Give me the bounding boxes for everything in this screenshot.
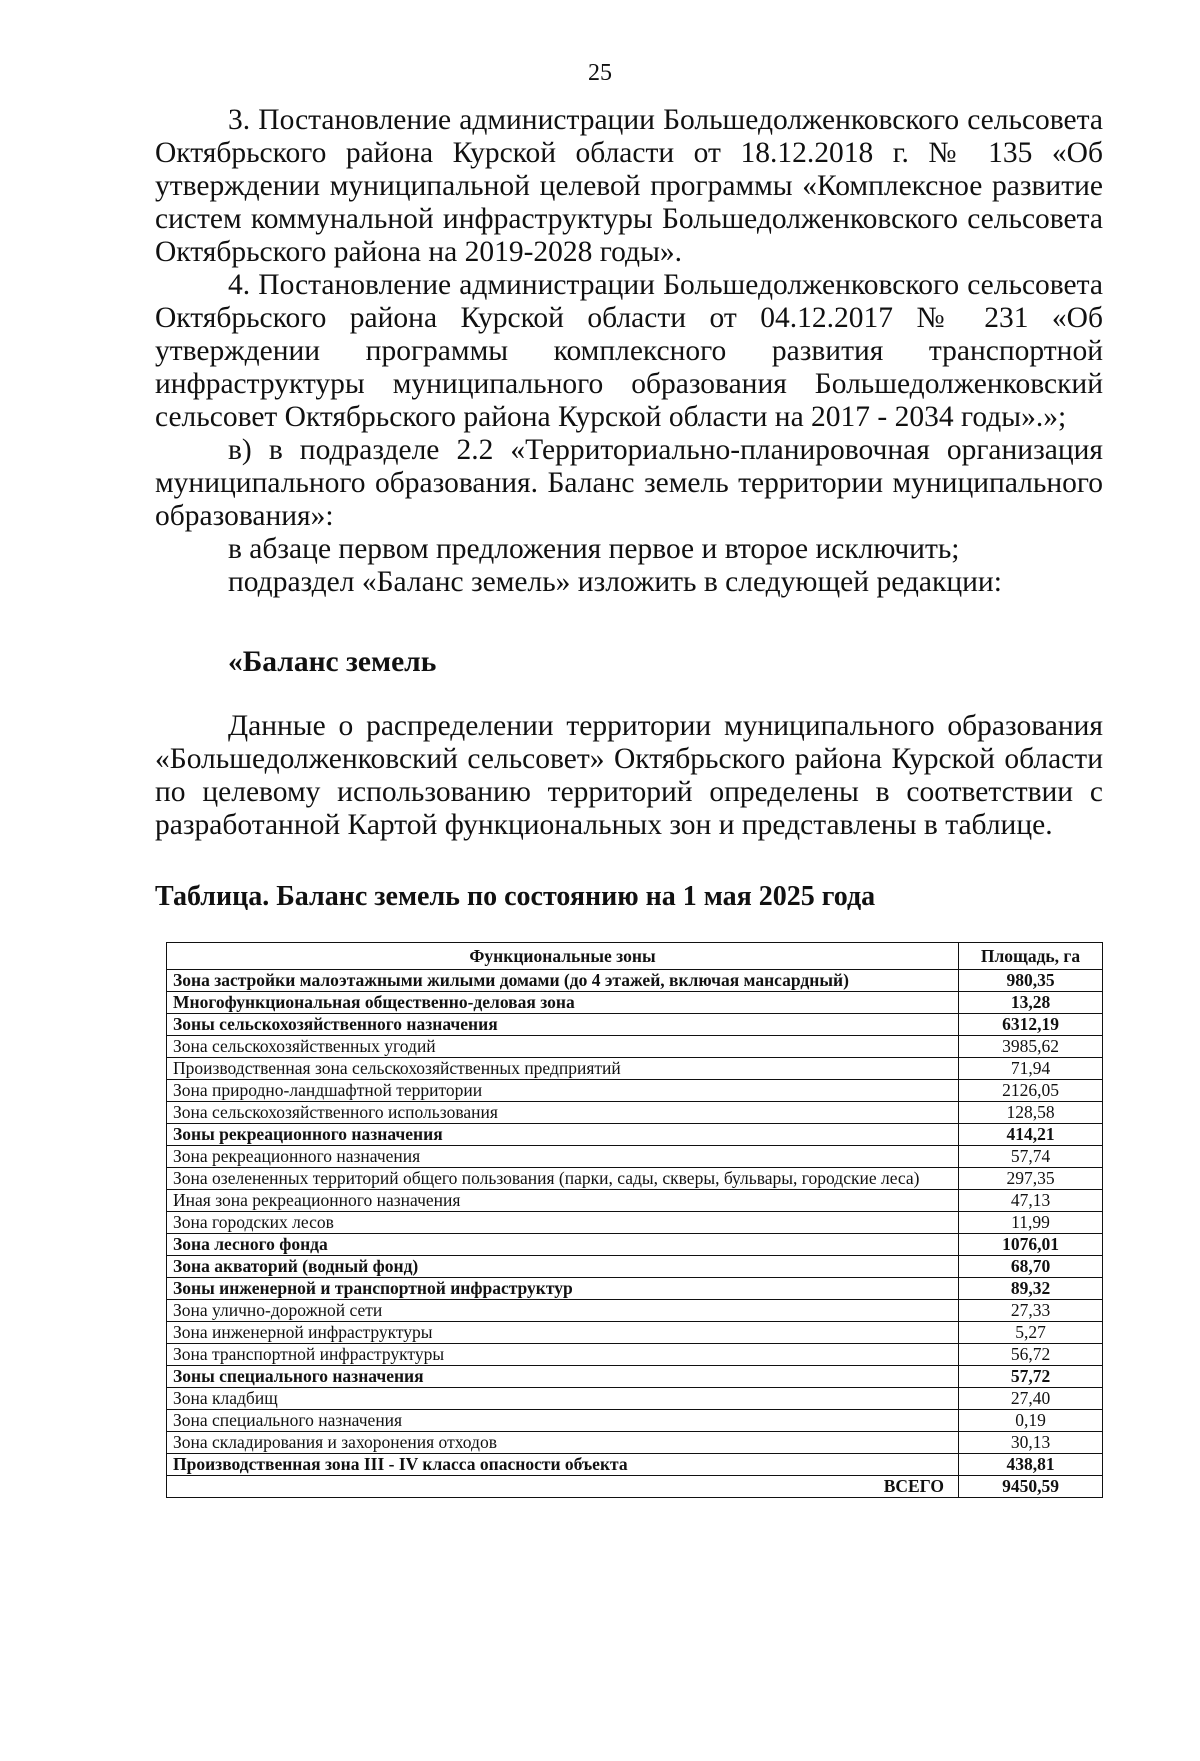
zone-area-cell: 27,33 <box>959 1300 1103 1322</box>
table-row <box>167 1146 1103 1168</box>
zone-name-cell: Зона кладбищ <box>167 1388 959 1410</box>
zone-area-cell: 89,32 <box>959 1278 1103 1300</box>
body-text <box>155 104 1103 599</box>
zone-area-cell: 297,35 <box>959 1168 1103 1190</box>
zone-area-cell: 128,58 <box>959 1102 1103 1124</box>
section-heading: «Баланс земель <box>228 646 437 678</box>
paragraph-item-3: 3. Постановление администрации Большедолженковского сельсовета Октябрьского района Курской области от 18.12.2018 г. № 135 «Об утверждении муниципальной целевой программы «Комплексное развитие систем коммунальной инфраструктуры Большедолженковского сельсовета Октябрьского района на 2019-2028 годы». <box>155 104 1103 268</box>
zone-area-cell: 47,13 <box>959 1190 1103 1212</box>
zone-area-cell: 27,40 <box>959 1388 1103 1410</box>
zone-name-cell: Зона складирования и захоронения отходов <box>167 1432 959 1454</box>
table-row <box>167 1124 1103 1146</box>
table-title: Таблица. Баланс земель по состоянию на 1 мая 2025 года <box>155 881 876 912</box>
page-number: 25 <box>588 60 612 86</box>
zone-area-cell: 6312,19 <box>959 1014 1103 1036</box>
zone-name-cell: Зона рекреационного назначения <box>167 1146 959 1168</box>
table-row <box>167 1080 1103 1102</box>
zone-name-cell: Зона озелененных территорий общего пользования (парки, сады, скверы, бульвары, городские леса) <box>167 1168 959 1190</box>
table-row <box>167 1344 1103 1366</box>
total-label: ВСЕГО <box>167 1476 959 1498</box>
header-zones: Функциональные зоны <box>167 943 959 970</box>
zone-name-cell: Зона природно-ландшафтной территории <box>167 1080 959 1102</box>
zone-area-cell: 980,35 <box>959 970 1103 992</box>
table-row <box>167 1058 1103 1080</box>
table-row <box>167 1454 1103 1476</box>
total-area: 9450,59 <box>959 1476 1103 1498</box>
zone-area-cell: 68,70 <box>959 1256 1103 1278</box>
table-row <box>167 1168 1103 1190</box>
table-total-row <box>167 1476 1103 1498</box>
zone-name-cell: Производственная зона сельскохозяйственных предприятий <box>167 1058 959 1080</box>
table-row <box>167 1388 1103 1410</box>
zone-name-cell: Зона специального назначения <box>167 1410 959 1432</box>
table-row <box>167 1322 1103 1344</box>
zone-name-cell: Иная зона рекреационного назначения <box>167 1190 959 1212</box>
zone-name-cell: Производственная зона III - IV класса опасности объекта <box>167 1454 959 1476</box>
table-row <box>167 1234 1103 1256</box>
table-row <box>167 1410 1103 1432</box>
zone-name-cell: Зоны сельскохозяйственного назначения <box>167 1014 959 1036</box>
zone-area-cell: 56,72 <box>959 1344 1103 1366</box>
zone-name-cell: Зона сельскохозяйственных угодий <box>167 1036 959 1058</box>
zone-name-cell: Зона инженерной инфраструктуры <box>167 1322 959 1344</box>
table-row <box>167 1300 1103 1322</box>
zone-name-cell: Зоны рекреационного назначения <box>167 1124 959 1146</box>
zone-area-cell: 438,81 <box>959 1454 1103 1476</box>
zone-area-cell: 13,28 <box>959 992 1103 1014</box>
zone-name-cell: Зона акваторий (водный фонд) <box>167 1256 959 1278</box>
zone-area-cell: 0,19 <box>959 1410 1103 1432</box>
zone-area-cell: 30,13 <box>959 1432 1103 1454</box>
zone-area-cell: 57,72 <box>959 1366 1103 1388</box>
paragraph-subsection-v: в) в подразделе 2.2 «Территориально-планировочная организация муниципального образования. Баланс земель территории муниципального образования»: <box>155 434 1103 532</box>
land-balance-table <box>166 942 1103 1498</box>
zone-area-cell: 3985,62 <box>959 1036 1103 1058</box>
table-body <box>167 970 1103 1498</box>
table-row <box>167 1190 1103 1212</box>
paragraph-edit: подраздел «Баланс земель» изложить в следующей редакции: <box>228 566 1002 598</box>
zone-area-cell: 71,94 <box>959 1058 1103 1080</box>
zone-name-cell: Зоны специального назначения <box>167 1366 959 1388</box>
table-row <box>167 1256 1103 1278</box>
paragraph-item-4: 4. Постановление администрации Большедолженковского сельсовета Октябрьского района Курской области от 04.12.2017 № 231 «Об утверждении программы комплексного развития транспортной инфраструктуры муниципального образования Большедолженковский сельсовет Октябрьского района Курской области на 2017 - 2034 годы».»; <box>155 269 1103 433</box>
table-row <box>167 1432 1103 1454</box>
table-row <box>167 1278 1103 1300</box>
zone-name-cell: Зона транспортной инфраструктуры <box>167 1344 959 1366</box>
table-row <box>167 1036 1103 1058</box>
zone-name-cell: Многофункциональная общественно-деловая зона <box>167 992 959 1014</box>
zone-name-cell: Зоны инженерной и транспортной инфраструктур <box>167 1278 959 1300</box>
table-row <box>167 1102 1103 1124</box>
zone-name-cell: Зона улично-дорожной сети <box>167 1300 959 1322</box>
table-row <box>167 1014 1103 1036</box>
table-row <box>167 970 1103 992</box>
zone-name-cell: Зона застройки малоэтажными жилыми домами (до 4 этажей, включая мансардный) <box>167 970 959 992</box>
zone-name-cell: Зона сельскохозяйственного использования <box>167 1102 959 1124</box>
paragraph-exclude: в абзаце первом предложения первое и второе исключить; <box>228 533 960 565</box>
zone-name-cell: Зона городских лесов <box>167 1212 959 1234</box>
table-row <box>167 1212 1103 1234</box>
zone-area-cell: 11,99 <box>959 1212 1103 1234</box>
header-area: Площадь, га <box>959 943 1103 970</box>
zone-area-cell: 414,21 <box>959 1124 1103 1146</box>
table-header-row <box>167 943 1103 970</box>
zone-area-cell: 2126,05 <box>959 1080 1103 1102</box>
zone-area-cell: 5,27 <box>959 1322 1103 1344</box>
balance-description: Данные о распределении территории муниципального образования «Большедолженковский сельсовет» Октябрьского района Курской области по целевому использованию территорий определены в соответствии с разработанной Картой функциональных зон и представлены в таблице. <box>155 710 1103 841</box>
zone-area-cell: 57,74 <box>959 1146 1103 1168</box>
table-row <box>167 992 1103 1014</box>
zone-name-cell: Зона лесного фонда <box>167 1234 959 1256</box>
table-row <box>167 1366 1103 1388</box>
zone-area-cell: 1076,01 <box>959 1234 1103 1256</box>
